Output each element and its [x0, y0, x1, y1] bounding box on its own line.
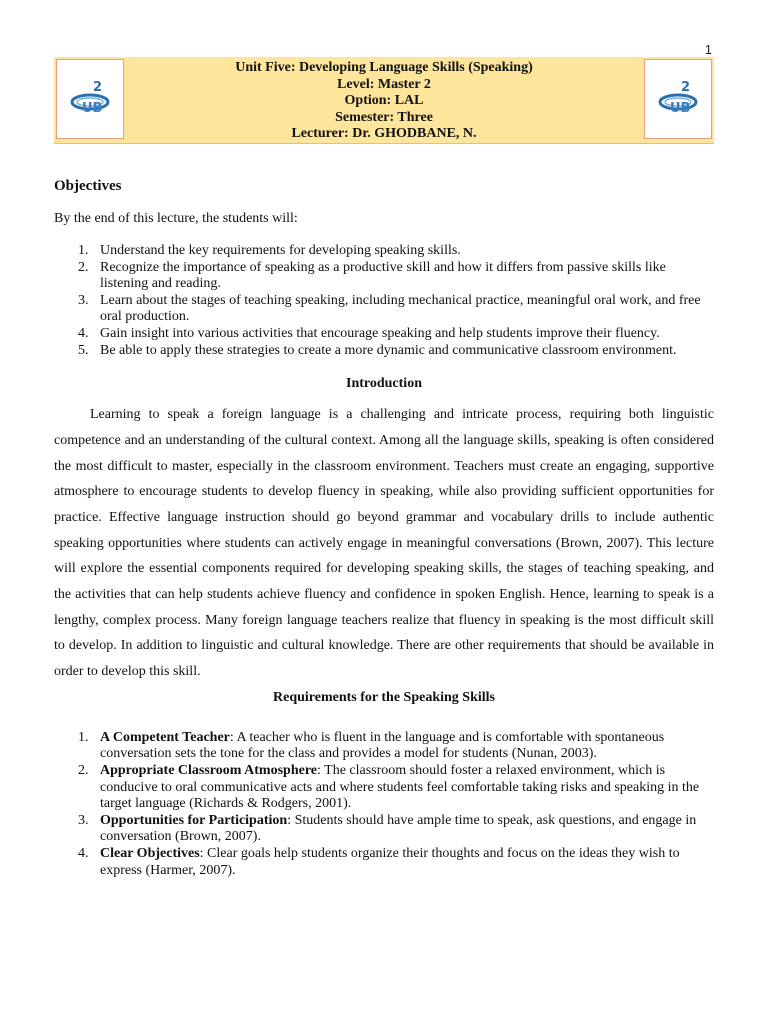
logo-number: 2 [681, 80, 691, 95]
requirement-term: A Competent Teacher [100, 729, 230, 745]
objectives-lead: By the end of this lecture, the students will: [54, 211, 298, 226]
document-body [54, 176, 714, 879]
requirements-list [54, 730, 714, 879]
requirement-text: : Clear goals help students organize their thoughts and focus on the ideas they wish to express (Harmer, 2007). [100, 846, 680, 878]
list-item [54, 326, 714, 343]
page-number: 1 [704, 42, 712, 57]
university-logo-left [56, 59, 124, 139]
requirement-text: : Students should have ample time to speak, ask questions, and engage in conversation (Brown, 2007). [100, 812, 697, 845]
requirement-text: : The classroom should foster a relaxed environment, which is conducive to oral communicative acts and where students feel comfortable taking risks and speaking in the target language (Richards & Rodgers, 2001). [100, 763, 700, 812]
university-logo-icon [66, 75, 114, 123]
logo-text: UB [670, 101, 691, 116]
list-number: 4. [78, 846, 89, 862]
introduction-heading: Introduction [346, 376, 422, 392]
requirements-heading: Requirements for the Speaking Skills [273, 689, 495, 705]
list-text: Learn about the stages of teaching speaking, including mechanical practice, meaningful oral work, and free oral production. [100, 292, 701, 325]
unit-title: Unit Five: Developing Language Skills (Speaking) [235, 60, 533, 75]
semester-line: Semester: Three [335, 109, 433, 125]
list-text: Recognize the importance of speaking as a productive skill and how it differs from passive skills like listening and reading. [100, 259, 666, 292]
list-item [54, 243, 714, 260]
list-number: 3. [78, 812, 89, 828]
university-logo-right [644, 59, 712, 139]
requirement-term: Opportunities for Participation [100, 812, 288, 828]
list-item [54, 763, 714, 813]
list-text: Understand the key requirements for developing speaking skills. [100, 243, 461, 258]
introduction-paragraph: Learning to speak a foreign language is a challenging and intricate process, requiring both linguistic competence and an understanding of the cultural context. Among all the language skills, speaking is often considered the most difficult to master, especially in the classroom environment. Teachers must create an engaging, supportive atmosphere to encourage students to develop fluency in speaking, while also providing sufficient opportunities for practice. Effective language instruction should go beyond grammar and vocabulary drills to include authentic speaking opportunities where students can actively engage in meaningful conversations (Brown, 2007). This lecture will explore the essential components required for developing speaking skills, the stages of teaching speaking, and the activities that can help students achieve fluency and confidence in spoken English. Hence, learning to speak is a lengthy, complex process. Many foreign language teachers realize that fluency in speaking is the most difficult skill to develop. In addition to linguistic and cultural knowledge. There are other requirements that should be available in order to develop this skill. [54, 407, 714, 680]
list-number: 1. [78, 729, 89, 745]
list-number: 3. [78, 292, 89, 308]
list-item [54, 293, 714, 326]
university-logo-icon [654, 75, 702, 123]
objectives-list [54, 243, 714, 359]
list-item [54, 343, 714, 360]
list-item [54, 813, 714, 846]
logo-text: UB [82, 101, 103, 116]
objectives-heading: Objectives [54, 178, 122, 194]
list-item [54, 846, 714, 879]
logo-number: 2 [93, 80, 103, 95]
list-item [54, 730, 714, 763]
list-number: 2. [78, 259, 89, 275]
requirement-term: Clear Objectives [100, 846, 200, 862]
list-number: 1. [78, 243, 89, 258]
requirement-text: : A teacher who is fluent in the language and is comfortable with spontaneous conversation sets the tone for the class and provides a model for students (Nunan, 2003). [100, 729, 665, 762]
list-number: 5. [78, 342, 89, 358]
requirement-term: Appropriate Classroom Atmosphere [100, 763, 317, 779]
level-line: Level: Master 2 [337, 76, 431, 92]
list-text: Gain insight into various activities that encourage speaking and help students improve their fluency. [100, 325, 660, 341]
list-item [54, 260, 714, 293]
list-text: Be able to apply these strategies to create a more dynamic and communicative classroom environment. [100, 342, 677, 358]
list-number: 2. [78, 763, 89, 779]
header-title-block [134, 60, 634, 143]
lecturer-line: Lecturer: Dr. GHODBANE, N. [291, 126, 477, 142]
list-number: 4. [78, 325, 89, 341]
option-line: Option: LAL [344, 93, 424, 109]
document-header [54, 57, 714, 144]
